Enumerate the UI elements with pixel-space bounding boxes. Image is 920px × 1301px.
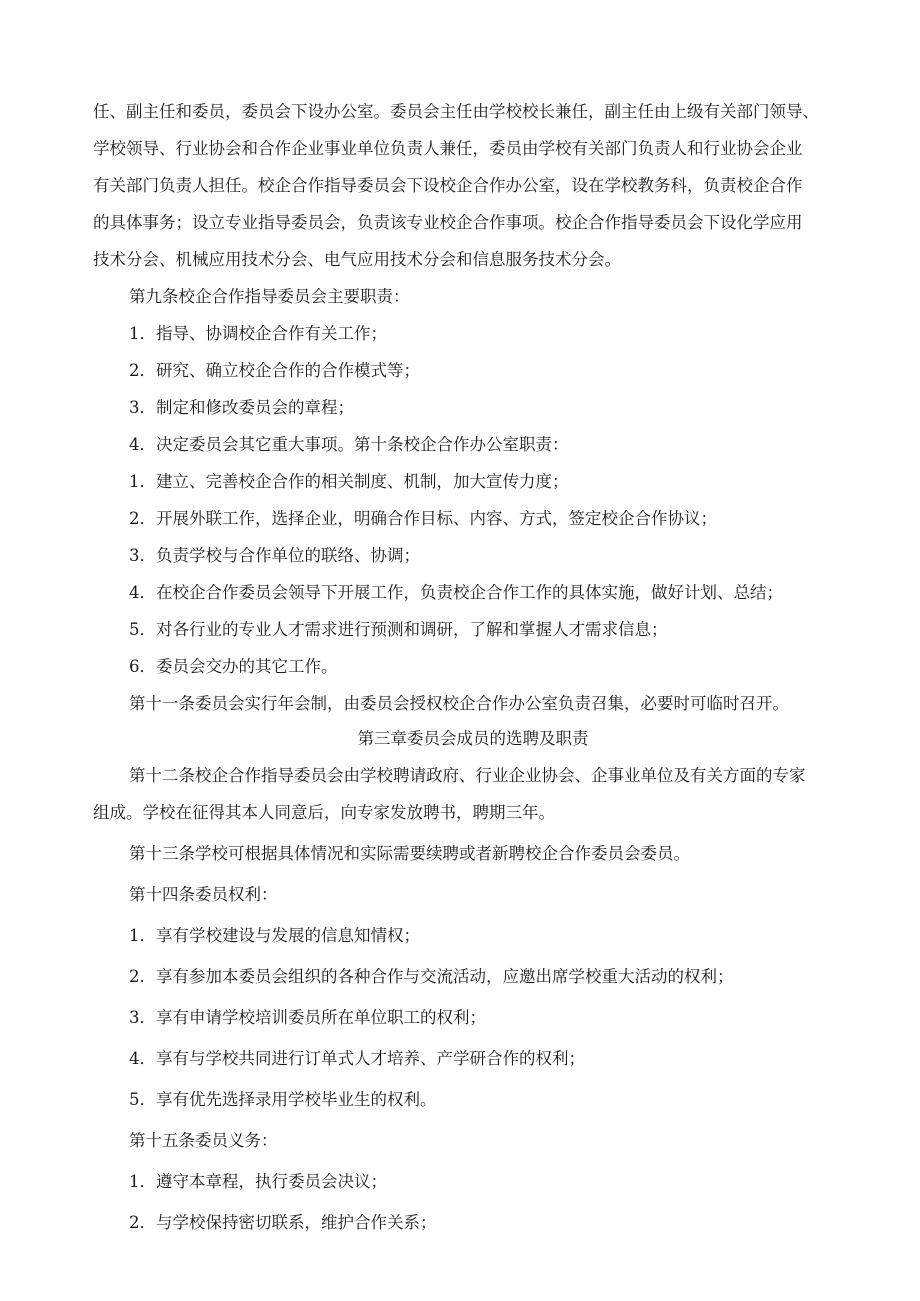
intro-line: 技术分会、机械应用技术分会、电气应用技术分会和信息服务技术分会。 [93, 250, 621, 269]
article-9-item: 1．指导、协调校企合作有关工作； [129, 324, 387, 343]
intro-line: 任、副主任和委员，委员会下设办公室。委员会主任由学校校长兼任，副主任由上级有关部门领导、 [93, 102, 819, 121]
article-10-item: 3．负责学校与合作单位的联络、协调； [129, 546, 420, 565]
article-14-item: 4．享有与学校共同进行订单式人才培养、产学研合作的权利； [129, 1049, 585, 1068]
document-body [93, 96, 853, 1238]
article-12-line: 第十二条校企合作指导委员会由学校聘请政府、行业企业协会、企事业单位及有关方面的专家 [129, 766, 806, 785]
article-15-item: 1．遵守本章程，执行委员会决议； [129, 1172, 387, 1191]
article-10-item: 2．开展外联工作，选择企业，明确合作目标、内容、方式，签定校企合作协议； [129, 509, 717, 528]
article-9-title: 第九条校企合作指导委员会主要职责： [129, 287, 410, 306]
article-11: 第十一条委员会实行年会制，由委员会授权校企合作办公室负责召集，必要时可临时召开。 [129, 694, 789, 713]
article-14-title: 第十四条委员权利： [129, 885, 278, 904]
article-10-item: 4．在校企合作委员会领导下开展工作，负责校企合作工作的具体实施，做好计划、总结； [129, 583, 783, 602]
article-14-item: 2．享有参加本委员会组织的各种合作与交流活动，应邀出席学校重大活动的权利； [129, 967, 734, 986]
article-13: 第十三条学校可根据具体情况和实际需要续聘或者新聘校企合作委员会委员。 [129, 844, 690, 863]
article-14-item: 3．享有申请学校培训委员所在单位职工的权利； [129, 1008, 486, 1027]
article-10-item: 5．对各行业的专业人才需求进行预测和调研，了解和掌握人才需求信息； [129, 620, 668, 639]
article-15-item: 2．与学校保持密切联系，维护合作关系； [129, 1213, 437, 1232]
article-9-item: 2．研究、确立校企合作的合作模式等； [129, 361, 420, 380]
article-12-line: 组成。学校在征得其本人同意后，向专家发放聘书，聘期三年。 [93, 803, 555, 822]
intro-line: 有关部门负责人担任。校企合作指导委员会下设校企合作办公室，设在学校教务科，负责校企合作 [93, 176, 803, 195]
chapter-3-heading: 第三章委员会成员的选聘及职责 [357, 729, 589, 748]
article-10-item: 6．委员会交办的其它工作。 [129, 657, 338, 676]
article-9-item: 4．决定委员会其它重大事项。第十条校企合作办公室职责： [129, 435, 569, 454]
intro-line: 学校领导、行业协会和合作企业事业单位负责人兼任，委员由学校有关部门负责人和行业协会企业 [93, 139, 803, 158]
article-10-item: 1．建立、完善校企合作的相关制度、机制，加大宣传力度； [129, 472, 569, 491]
intro-line: 的具体事务；设立专业指导委员会，负责该专业校企合作事项。校企合作指导委员会下设化学应用 [93, 213, 803, 232]
article-15-title: 第十五条委员义务： [129, 1131, 278, 1150]
article-14-item: 1．享有学校建设与发展的信息知情权； [129, 926, 420, 945]
article-9-item: 3．制定和修改委员会的章程； [129, 398, 354, 417]
article-14-item: 5．享有优先选择录用学校毕业生的权利。 [129, 1090, 437, 1109]
